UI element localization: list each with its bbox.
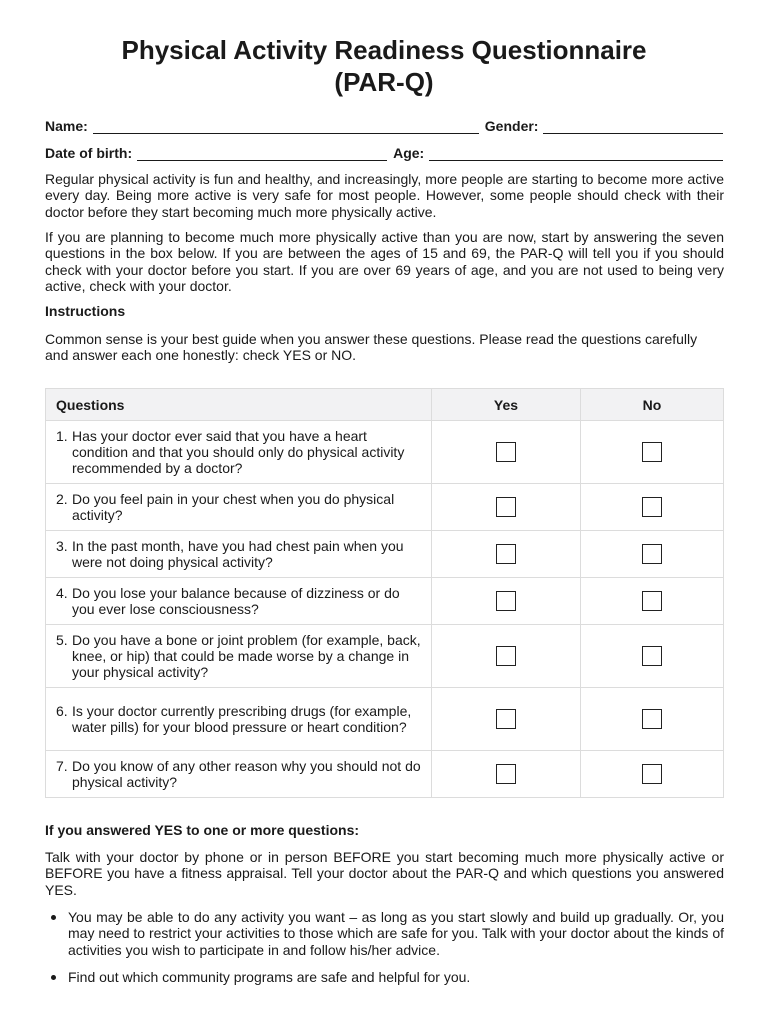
bullet-icon (51, 975, 56, 980)
name-field[interactable] (93, 119, 479, 134)
table-row (46, 751, 724, 798)
instructions-heading: Instructions (45, 303, 126, 319)
question-line (56, 538, 421, 571)
list-item (45, 969, 724, 985)
table-row (46, 421, 724, 484)
table-row (46, 531, 724, 578)
yes-checkbox[interactable] (496, 442, 516, 462)
no-checkbox[interactable] (642, 646, 662, 666)
table-row (46, 625, 724, 688)
no-cell (581, 421, 724, 484)
yes-section-text: Talk with your doctor by phone or in person BEFORE you start becoming much more physically active or BEFORE you have a fitness appraisal. Tell your doctor about the PAR-Q and which questions you answered YES. (45, 849, 724, 898)
question-line (56, 703, 421, 736)
yes-checkbox[interactable] (496, 764, 516, 784)
yes-cell (432, 688, 581, 751)
no-cell (581, 688, 724, 751)
question-cell (46, 625, 432, 688)
question-cell (46, 484, 432, 531)
list-item-text: You may be able to do any activity you want – as long as you start slowly and build up gradually. Or, you may need to restrict your activities to those which are safe for you. Talk with your doctor about the kinds of activities you wish to participate in and follow his/her advice. (68, 909, 724, 958)
questions-header: Questions (46, 389, 432, 421)
question-number: 5. (56, 631, 68, 648)
question-number: 1. (56, 427, 68, 444)
question-line (56, 585, 421, 618)
yes-cell (432, 484, 581, 531)
age-field[interactable] (429, 146, 723, 161)
yes-cell (432, 531, 581, 578)
dob-age-row (45, 143, 723, 161)
intro-paragraph-1: Regular physical activity is fun and healthy, and increasingly, more people are starting to become more active every day. Being more active is very safe for most people. However, some people should check with their doctor before they start becoming much more physically active. (45, 171, 724, 220)
no-checkbox[interactable] (642, 591, 662, 611)
list-item-text: Find out which community programs are safe and helpful for you. (68, 968, 471, 985)
table-row (46, 484, 724, 531)
yes-checkbox[interactable] (496, 646, 516, 666)
no-header: No (581, 389, 724, 421)
question-text: Do you know of any other reason why you should not do physical activity? (72, 757, 421, 790)
name-label: Name: (45, 118, 88, 134)
no-cell (581, 625, 724, 688)
title-line-2: (PAR-Q) (334, 67, 434, 97)
table-header-row (46, 389, 724, 421)
table-row (46, 688, 724, 751)
question-cell (46, 751, 432, 798)
yes-section-heading: If you answered YES to one or more questions: (45, 822, 360, 838)
yes-checkbox[interactable] (496, 591, 516, 611)
no-checkbox[interactable] (642, 544, 662, 564)
dob-label: Date of birth: (45, 145, 133, 161)
question-number: 3. (56, 537, 68, 554)
question-number: 6. (56, 702, 68, 719)
question-number: 2. (56, 490, 68, 507)
bullet-icon (51, 915, 56, 920)
no-cell (581, 531, 724, 578)
no-checkbox[interactable] (642, 709, 662, 729)
questions-table (45, 388, 724, 798)
question-line (56, 428, 421, 477)
yes-cell (432, 751, 581, 798)
dob-field[interactable] (137, 146, 387, 161)
question-line (56, 491, 421, 524)
question-text: Is your doctor currently prescribing drugs (for example, water pills) for your blood pressure or heart condition? (72, 702, 412, 735)
question-text: Do you have a bone or joint problem (for example, back, knee, or hip) that could be made worse by a change in your physical activity? (72, 631, 421, 681)
question-text: In the past month, have you had chest pain when you were not doing physical activity? (72, 537, 404, 570)
yes-checkbox[interactable] (496, 497, 516, 517)
yes-cell (432, 421, 581, 484)
question-number: 7. (56, 757, 68, 774)
advice-list (45, 909, 724, 985)
question-text: Has your doctor ever said that you have a heart condition and that you should only do physical activity recommended by a doctor? (72, 427, 405, 477)
question-line (56, 632, 421, 681)
yes-cell (432, 625, 581, 688)
gender-label: Gender: (484, 118, 539, 134)
instructions-text: Common sense is your best guide when you answer these questions. Please read the questions carefully and answer each one honestly: check YES or NO. (45, 331, 698, 364)
question-cell (46, 688, 432, 751)
yes-cell (432, 578, 581, 625)
no-checkbox[interactable] (642, 442, 662, 462)
no-checkbox[interactable] (642, 764, 662, 784)
intro-paragraph-2: If you are planning to become much more physically active than you are now, start by answering the seven questions in the box below. If you are between the ages of 15 and 69, the PAR-Q will tell you if you should check with your doctor before you start. If you are over 69 years of age, and you are not used to being very active, check with your doctor. (45, 229, 724, 294)
yes-header: Yes (432, 389, 581, 421)
question-number: 4. (56, 584, 68, 601)
question-text: Do you lose your balance because of dizziness or do you ever lose consciousness? (72, 584, 400, 617)
question-cell (46, 531, 432, 578)
table-row (46, 578, 724, 625)
question-cell (46, 421, 432, 484)
question-line (56, 758, 421, 791)
questions-body (46, 421, 724, 798)
yes-checkbox[interactable] (496, 544, 516, 564)
no-cell (581, 751, 724, 798)
list-item (45, 909, 724, 958)
title-line-1: Physical Activity Readiness Questionnaire (121, 35, 647, 65)
no-cell (581, 578, 724, 625)
no-cell (581, 484, 724, 531)
gender-field[interactable] (543, 119, 723, 134)
no-checkbox[interactable] (642, 497, 662, 517)
page-title (0, 34, 768, 98)
name-gender-row (45, 116, 723, 134)
question-cell (46, 578, 432, 625)
age-label: Age: (393, 145, 425, 161)
yes-checkbox[interactable] (496, 709, 516, 729)
question-text: Do you feel pain in your chest when you do physical activity? (72, 490, 395, 523)
